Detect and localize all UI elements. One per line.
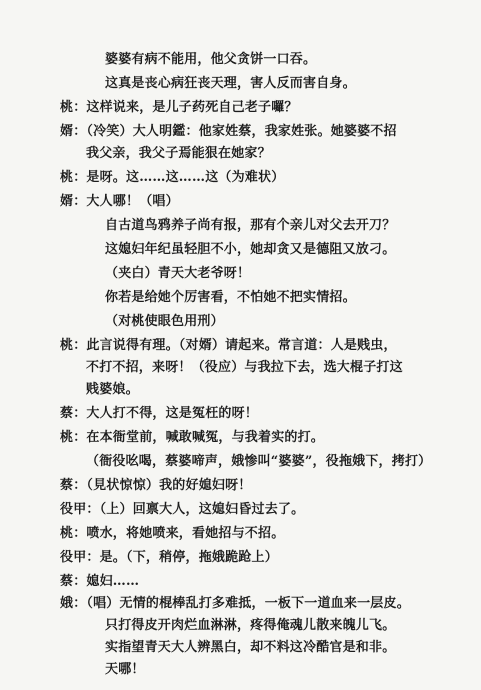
script-line: 桃：喷水，将她喷来，看她招与不招。 xyxy=(60,526,285,541)
script-line: 天哪！ xyxy=(105,662,145,677)
script-line: 娥：（唱）无情的棍棒乱打多难抵，一板下一道血来一层皮。 xyxy=(60,596,410,611)
script-line: 桃：此言说得有理。（对婿）请起来。常言道：人是贱虫， xyxy=(60,338,397,353)
script-line: 这真是丧心病狂丧天理，害人反而害自身。 xyxy=(105,76,356,91)
script-line: 自古道鸟鸦养子尚有报，那有个亲儿对父去开刀？ xyxy=(105,218,396,233)
script-line: 只打得皮开肉烂血淋淋，疼得俺魂儿散来魄儿飞。 xyxy=(105,618,396,633)
script-line: （衙役吆喝，蔡婆啼声，娥惨叫“婆婆”，役拖娥下，拷打） xyxy=(86,454,432,469)
script-line: 役甲：是。（下，稍停，拖娥跪跄上） xyxy=(60,550,278,565)
script-line: 实指望青天大人辨黑白，却不料这冷酷官是和非。 xyxy=(105,640,396,655)
script-line: 桃：是呀。这……这……这（为难状） xyxy=(60,170,285,185)
script-line: 桃：在本衙堂前，喊敢喊冤，与我着实的打。 xyxy=(60,430,325,445)
script-line: 贱婆娘。 xyxy=(86,382,139,397)
script-line: （对桃使眼色用刑） xyxy=(105,314,224,329)
script-line: 蔡：大人打不得，这是冤枉的呀！ xyxy=(60,406,259,421)
script-line: （夹白）青天大老爷呀！ xyxy=(105,266,251,281)
script-line: 婿：（冷笑）大人明鑑：他家姓蔡，我家姓张。她婆婆不招 xyxy=(60,124,397,139)
script-line: 役甲：（上）回禀大人，这媳妇昏过去了。 xyxy=(60,502,305,517)
script-line: 蔡：媳妇…… xyxy=(60,574,140,589)
script-line: 婿：大人哪！（唱） xyxy=(60,194,179,209)
script-line: 这媳妇年纪虽轻胆不小，她却贪又是德阻又放刁。 xyxy=(105,242,396,257)
script-line: 不打不招，来呀！（役应）与我拉下去，选大棍子打这 xyxy=(86,360,403,375)
script-line: 我父亲，我父子焉能狠在她家？ xyxy=(86,146,271,161)
script-line: 蔡：（見状惊惊）我的好媳妇呀！ xyxy=(60,478,252,493)
script-line: 桃：这样说来，是儿子药死自己老子囉？ xyxy=(60,100,298,115)
script-line: 婆婆有病不能用，他父贪饼一口吞。 xyxy=(105,52,317,67)
script-line: 你若是给她个厉害看，不怕她不把实情招。 xyxy=(105,290,356,305)
